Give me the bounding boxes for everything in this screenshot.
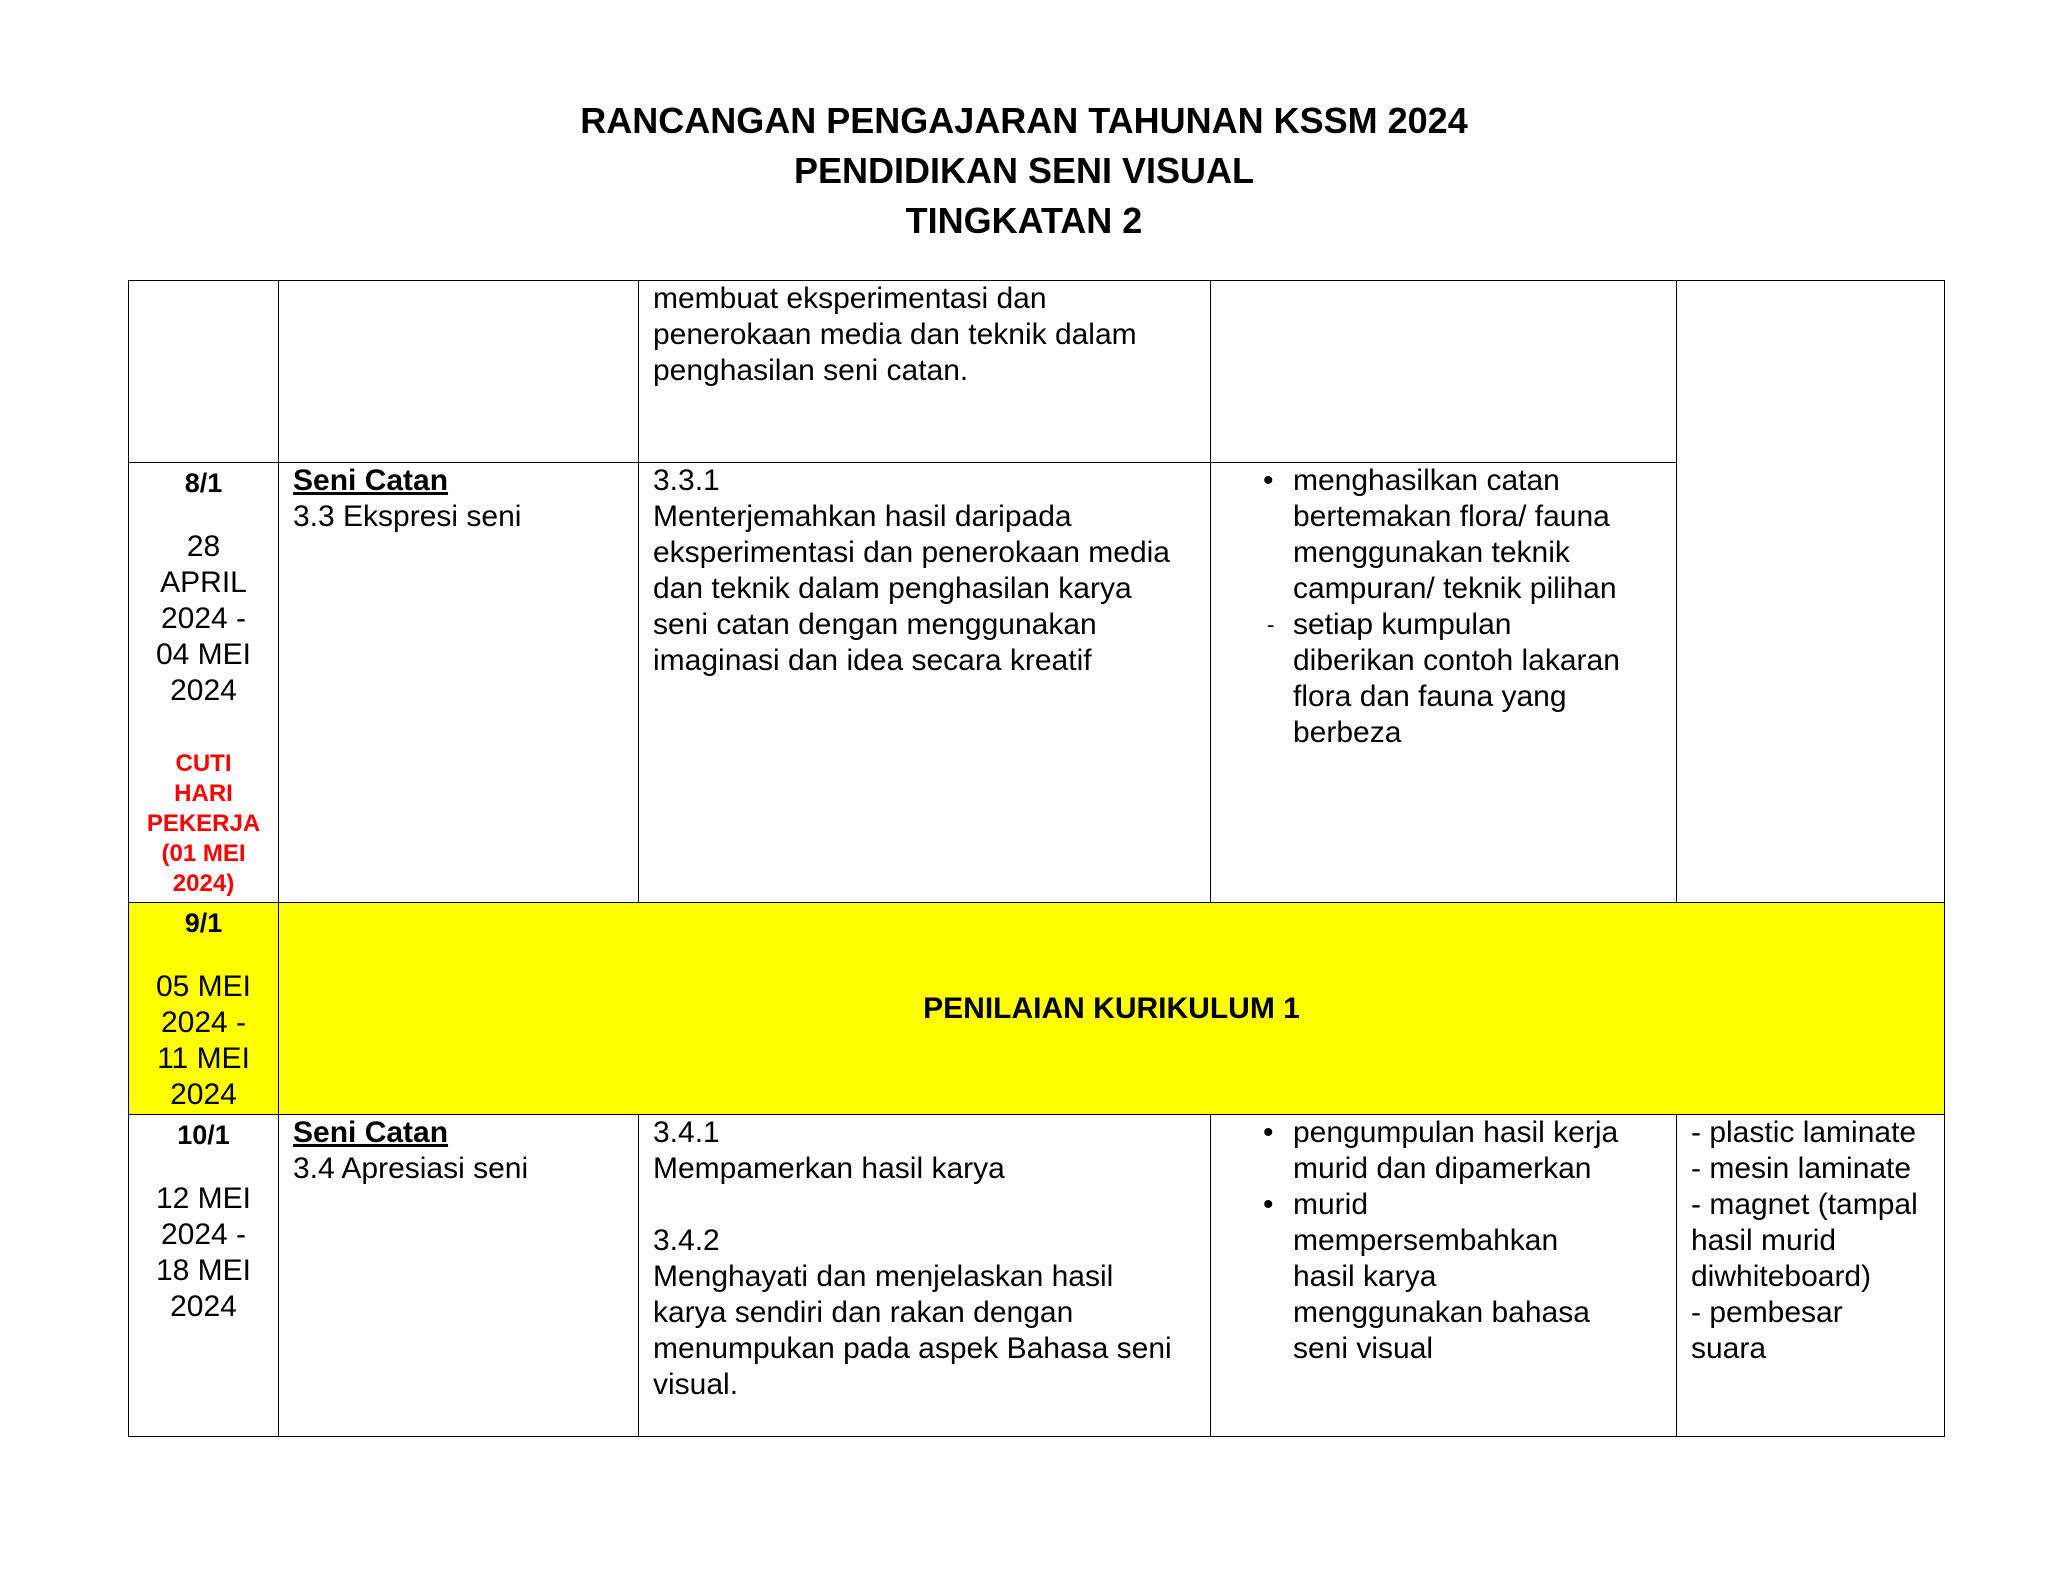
- document-header: [0, 96, 2048, 246]
- table-row: [129, 903, 1945, 1115]
- resource-text: - plastic laminate: [1691, 1116, 1917, 1149]
- activity-text: bertemakan flora/ fauna: [1293, 500, 1610, 533]
- week-number: 8/1: [184, 468, 223, 498]
- resource-text: diwhiteboard): [1691, 1260, 1872, 1293]
- unit-cell: [279, 281, 639, 463]
- date-line: APRIL: [160, 566, 247, 599]
- activity-text: pengumpulan hasil kerja: [1293, 1116, 1619, 1149]
- week-dates: [133, 969, 274, 1113]
- activity-cell: [1211, 463, 1677, 903]
- topic-title: 3.3 Ekspresi seni: [293, 500, 522, 533]
- standard-cell: [639, 281, 1211, 463]
- bullet-icon: •: [1263, 464, 1274, 497]
- date-line: 12 MEI: [155, 1182, 252, 1215]
- standard-text: Menterjemahkan hasil daripada: [653, 500, 1072, 533]
- resource-cell: [1677, 1115, 1945, 1437]
- standard-text: imaginasi dan idea secara kreatif: [653, 644, 1092, 677]
- activity-text: murid: [1293, 1188, 1369, 1221]
- table-row: [129, 1115, 1945, 1437]
- standard-text: eksperimentasi dan penerokaan media: [653, 536, 1170, 569]
- table-row: [129, 463, 1945, 903]
- date-line: 05 MEI: [155, 970, 252, 1003]
- standard-text: membuat eksperimentasi dan: [653, 282, 1047, 315]
- resource-cell: [1677, 281, 1945, 903]
- date-line: 2024 -: [160, 1218, 247, 1251]
- standard-text: seni catan dengan menggunakan: [653, 608, 1097, 641]
- week-cell: [129, 281, 279, 463]
- activity-item: [1211, 607, 1662, 751]
- dash-icon: -: [1267, 612, 1275, 637]
- activity-cell: [1211, 1115, 1677, 1437]
- standard-text: penghasilan seni catan.: [653, 354, 969, 387]
- holiday-line: CUTI: [175, 750, 232, 777]
- activity-text: flora dan fauna yang: [1293, 680, 1567, 713]
- holiday-line: HARI: [174, 780, 233, 807]
- resource-text: suara: [1691, 1332, 1767, 1365]
- activity-list: [1211, 1115, 1662, 1367]
- bullet-icon: •: [1263, 1116, 1274, 1149]
- holiday-note: [133, 749, 274, 899]
- date-line: 2024: [170, 674, 237, 707]
- activity-text: campuran/ teknik pilihan: [1293, 572, 1617, 605]
- activity-cell: [1211, 281, 1677, 463]
- standard-text: dan teknik dalam penghasilan karya: [653, 572, 1132, 605]
- week-number: 10/1: [177, 1120, 230, 1150]
- activity-text: menghasilkan catan: [1293, 464, 1560, 497]
- activity-text: menggunakan teknik: [1293, 536, 1570, 569]
- unit-cell: [279, 463, 639, 903]
- unit-title: Seni Catan: [293, 464, 449, 497]
- activity-list: [1211, 463, 1662, 751]
- bullet-icon: •: [1263, 1188, 1274, 1221]
- resource-text: - mesin laminate: [1691, 1152, 1912, 1185]
- holiday-line: PEKERJA: [146, 810, 261, 837]
- activity-item: [1211, 1187, 1662, 1367]
- standard-cell: [639, 463, 1211, 903]
- activity-text: setiap kumpulan: [1293, 608, 1512, 641]
- header-form: TINGKATAN 2: [905, 200, 1143, 241]
- standard-text: visual.: [653, 1368, 739, 1401]
- activity-text: mempersembahkan: [1293, 1224, 1559, 1257]
- date-line: 2024: [170, 1290, 237, 1323]
- standard-code: 3.3.1: [653, 464, 720, 497]
- activity-text: hasil karya: [1293, 1260, 1437, 1293]
- date-line: 2024 -: [160, 1006, 247, 1039]
- activity-item: [1211, 463, 1662, 607]
- activity-text: menggunakan bahasa: [1293, 1296, 1590, 1329]
- unit-cell: [279, 1115, 639, 1437]
- activity-text: berbeza: [1293, 716, 1402, 749]
- week-dates: [133, 529, 274, 709]
- week-number: 9/1: [184, 908, 223, 938]
- standard-text: penerokaan media dan teknik dalam: [653, 318, 1137, 351]
- resource-text: - magnet (tampal: [1691, 1188, 1918, 1221]
- assessment-label: PENILAIAN KURIKULUM 1: [279, 903, 1945, 1115]
- header-subject: PENDIDIKAN SENI VISUAL: [793, 150, 1255, 191]
- week-dates: [133, 1181, 274, 1325]
- date-line: 04 MEI: [155, 638, 252, 671]
- standard-text: karya sendiri dan rakan dengan: [653, 1296, 1074, 1329]
- holiday-line: 2024): [172, 870, 235, 897]
- spacer: [653, 1187, 1196, 1223]
- resource-text: hasil murid: [1691, 1224, 1837, 1257]
- activity-text: murid dan dipamerkan: [1293, 1152, 1592, 1185]
- standard-code: 3.4.1: [653, 1116, 720, 1149]
- week-cell: [129, 1115, 279, 1437]
- activity-text: diberikan contoh lakaran: [1293, 644, 1620, 677]
- week-cell: [129, 463, 279, 903]
- date-line: 2024: [170, 1078, 237, 1111]
- standard-text: Mempamerkan hasil karya: [653, 1152, 1005, 1185]
- holiday-line: (01 MEI: [161, 840, 246, 867]
- unit-title: Seni Catan: [293, 1116, 449, 1149]
- date-line: 28: [186, 530, 221, 563]
- date-line: 2024 -: [160, 602, 247, 635]
- date-line: 11 MEI: [157, 1042, 250, 1075]
- standard-text: menumpukan pada aspek Bahasa seni: [653, 1332, 1172, 1365]
- week-cell: [129, 903, 279, 1115]
- standard-cell: [639, 1115, 1211, 1437]
- date-line: 18 MEI: [155, 1254, 252, 1287]
- topic-title: 3.4 Apresiasi seni: [293, 1152, 529, 1185]
- resource-text: - pembesar: [1691, 1296, 1843, 1329]
- standard-code: 3.4.2: [653, 1224, 720, 1257]
- activity-text: seni visual: [1293, 1332, 1434, 1365]
- standard-text: Menghayati dan menjelaskan hasil: [653, 1260, 1114, 1293]
- header-title: RANCANGAN PENGAJARAN TAHUNAN KSSM 2024: [580, 100, 1468, 141]
- activity-item: [1211, 1115, 1662, 1187]
- lesson-plan-table: [128, 280, 1945, 1437]
- table-row: [129, 281, 1945, 463]
